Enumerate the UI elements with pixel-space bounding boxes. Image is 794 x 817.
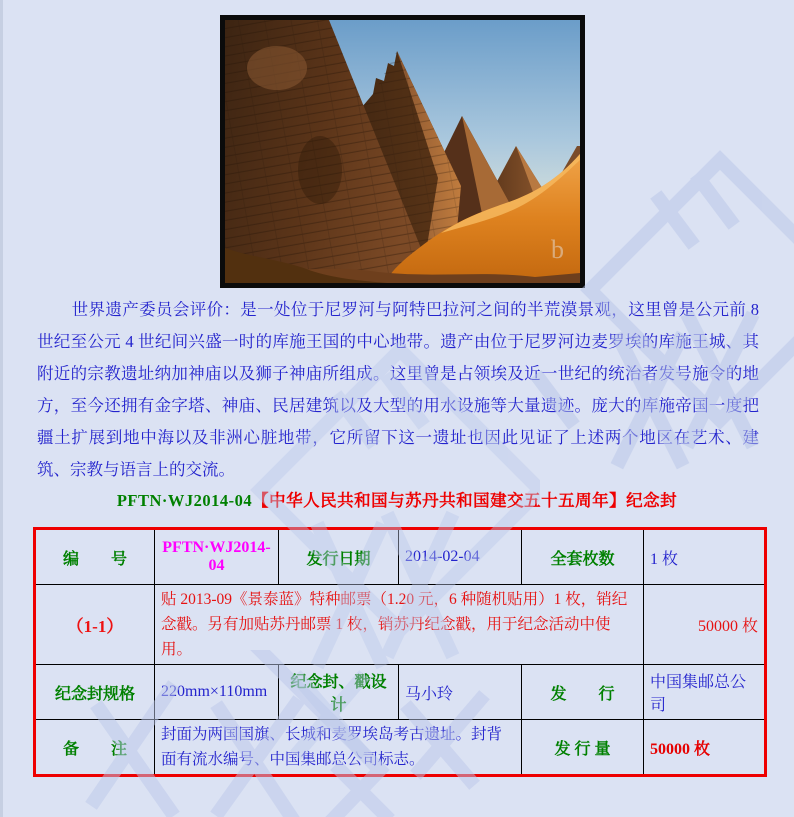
table-row-spec bbox=[35, 665, 766, 720]
svg-text:b: b bbox=[551, 235, 564, 264]
table-row-item bbox=[35, 585, 766, 665]
page-title bbox=[0, 487, 794, 511]
value-issue-quantity: 50000 枚 bbox=[644, 720, 766, 776]
title-catalog-number: PFTN·WJ2014-04 bbox=[116, 491, 253, 510]
value-set-count: 1 枚 bbox=[644, 529, 766, 585]
value-item-description: 贴 2013-09《景泰蓝》特种邮票（1.20 元，6 种随机贴用）1 枚，销纪念戳。另有加贴苏丹邮票 1 枚，销苏丹纪念戳，用于纪念活动中使用。 bbox=[155, 585, 644, 665]
label-set-count: 全套枚数 bbox=[522, 529, 644, 585]
label-designer: 纪念封、戳设计 bbox=[279, 665, 399, 720]
label-issue-quantity: 发 行 量 bbox=[522, 720, 644, 776]
title-commemorative-name: 【中华人民共和国与苏丹共和国建交五十五周年】纪念封 bbox=[252, 491, 678, 510]
label-remark: 备 注 bbox=[35, 720, 155, 776]
label-cover-size: 纪念封规格 bbox=[35, 665, 155, 720]
label-item-number: （1-1） bbox=[35, 585, 155, 665]
meroe-pyramids-photo bbox=[220, 15, 585, 288]
value-remark: 封面为两国国旗、长城和麦罗埃岛考古遗址。封背面有流水编号、中国集邮总公司标志。 bbox=[155, 720, 522, 776]
label-issuer: 发 行 bbox=[522, 665, 644, 720]
value-cover-size: 220mm×110mm bbox=[155, 665, 279, 720]
issue-info-table bbox=[33, 527, 767, 777]
meroe-pyramids-illustration bbox=[225, 20, 580, 283]
value-issuer: 中国集邮总公司 bbox=[644, 665, 766, 720]
value-item-quantity: 50000 枚 bbox=[644, 585, 766, 665]
value-serial-number: PFTN·WJ2014-04 bbox=[155, 529, 279, 585]
label-serial-number: 编 号 bbox=[35, 529, 155, 585]
label-issue-date: 发行日期 bbox=[279, 529, 399, 585]
table-row-serial bbox=[35, 529, 766, 585]
value-designer: 马小玲 bbox=[399, 665, 522, 720]
unesco-evaluation-paragraph: 世界遗产委员会评价：是一处位于尼罗河与阿特巴拉河之间的半荒漠景观，这里曾是公元前 8 世纪至公元 4 世纪间兴盛一时的库施王国的中心地带。遗产由位于尼罗河边麦罗埃的库施王城、其附近的宗教遗址纳加神庙以及狮子神庙所组成。这里曾是占领埃及近一世纪的统治者发号施令的地方，至今还拥有金字塔、神庙、民居建筑以及大型的用水设施等大量遗迹。庞大的库施帝国一度把疆土扩展到地中海以及非洲心脏地带，它所留下这一遗址也因此见证了上述两个地区在艺术、建筑、宗教与语言上的交流。 bbox=[37, 300, 759, 479]
value-issue-date: 2014-02-04 bbox=[399, 529, 522, 585]
table-row-remark bbox=[35, 720, 766, 776]
